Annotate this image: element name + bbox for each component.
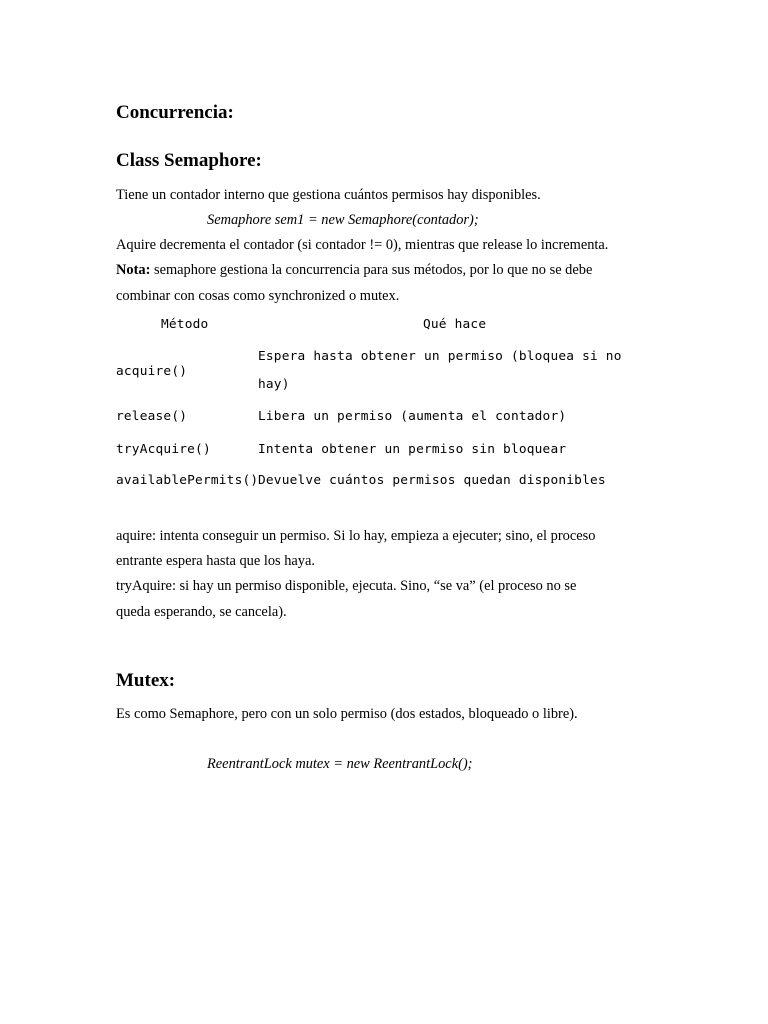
table-cell-description: Intenta obtener un permiso sin bloquear [258,442,567,457]
semaphore-intro: Tiene un contador interno que gestiona cuántos permisos hay disponibles. [116,187,541,203]
semaphore-acquire-line: Aquire decrementa el contador (si contador != 0), mientras que release lo incrementa. [116,237,609,253]
semaphore-heading: Class Semaphore: [116,150,262,171]
aquire-explanation: aquire: intenta conseguir un permiso. Si lo hay, empieza a ejecuter; sino, el proceso [116,528,596,544]
tryaquire-explanation: tryAquire: si hay un permiso disponible, ejecuta. Sino, “se va” (el proceso no se [116,578,577,594]
table-cell-description: Devuelve cuántos permisos quedan disponibles [258,473,606,488]
mutex-description: Es como Semaphore, pero con un solo permiso (dos estados, bloqueado o libre). [116,706,578,722]
mutex-heading: Mutex: [116,670,176,691]
table-cell-method: tryAcquire() [116,442,211,457]
table-header-method: Método [161,317,209,332]
table-cell-method: release() [116,409,188,424]
page-title: Concurrencia: [116,102,234,123]
mutex-code: ReentrantLock mutex = new ReentrantLock(); [207,756,473,772]
table-cell-description: Libera un permiso (aumenta el contador) [258,409,567,424]
table-cell-description: Espera hasta obtener un permiso (bloquea si no [258,349,622,364]
note-label: Nota: [116,262,151,278]
semaphore-note [116,262,592,279]
table-cell-method: acquire() [116,364,188,379]
semaphore-note-cont: combinar con cosas como synchronized o mutex. [116,288,400,304]
table-header-description: Qué hace [423,317,487,332]
table-cell-description-cont: hay) [258,377,290,392]
note-text: semaphore gestiona la concurrencia para sus métodos, por lo que no se debe [150,262,593,278]
semaphore-code: Semaphore sem1 = new Semaphore(contador); [207,212,479,228]
tryaquire-explanation-cont: queda esperando, se cancela). [116,604,287,620]
table-cell-method: availablePermits() [116,473,259,488]
aquire-explanation-cont: entrante espera hasta que los haya. [116,553,315,569]
